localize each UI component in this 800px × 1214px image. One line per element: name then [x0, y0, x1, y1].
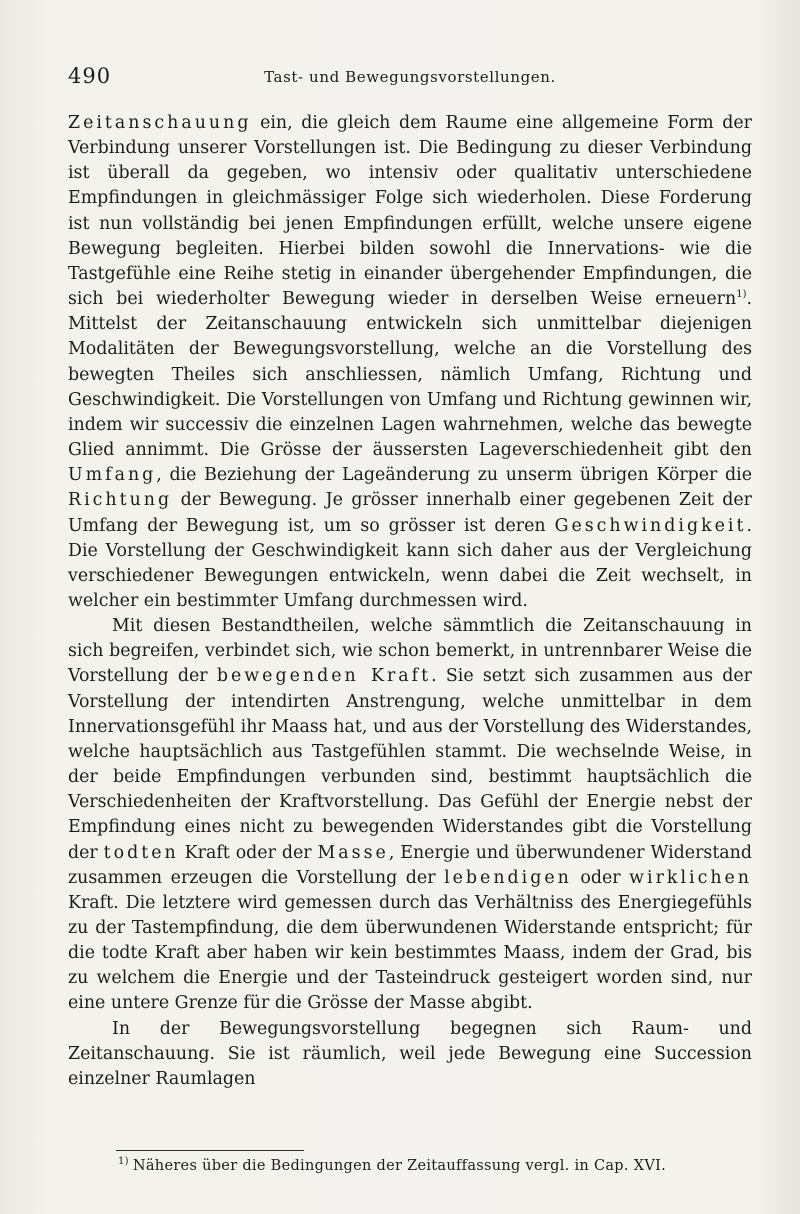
footnote-reference[interactable]: 1): [736, 289, 747, 301]
running-title: Tast- und Bewegungsvorstellungen.: [264, 68, 556, 86]
text-run: . Mittelst der Zeitanschauung entwickeln sich unmittelbar diejenigen Modalitäten der Bewegungsvorstellung, welche an die Vorstellung des bewegten Theiles sich anschliessen, nämlich Umfang, Richtung und Geschwindigkeit. Die Vorstellungen von Umfang und Richtung gewinnen wir, indem wir successiv die einzelnen Lagen wahrnehmen, welche das bewegte Glied annimmt. Die Grösse der äussersten Lageverschiedenheit gibt den: [68, 289, 752, 461]
text-run: . Die Vorstellung der Geschwindigkeit kann sich daher aus der Vergleichung verschiedener Bewegungen entwickeln, wenn dabei die Zeit wechselt, in welcher ein bestimmter Umfang durchmessen wird.: [68, 515, 752, 611]
emphasis-geschwindigkeit: Geschwindigkeit: [554, 515, 747, 536]
footnote: [118, 1158, 752, 1174]
text-run: Kraft oder der: [178, 842, 318, 863]
page-header: [68, 64, 752, 94]
paragraph-1: [68, 111, 752, 614]
paragraph-2: [68, 614, 752, 1017]
text-run: Kraft. Die letztere wird gemessen durch das Verhältniss des Energiegefühls zu der Tastempfindung, die dem überwundenen Widerstande entspricht; für die todte Kraft aber haben wir kein bestimmtes Maass, indem der Grad, bis zu welchem die Energie und der Tasteindruck gesteigert worden sind, nur eine untere Grenze für die Grösse der Masse abgibt.: [68, 892, 752, 1014]
text-run: oder: [571, 867, 630, 888]
page-number: 490: [68, 64, 112, 88]
emphasis-lebendigen: lebendigen: [444, 867, 572, 888]
emphasis-richtung: Richtung: [68, 490, 173, 511]
text-run: In der Bewegungsvorstellung begegnen sich Raum- und Zeitanschauung. Sie ist räumlich, weil jede Bewegung eine Succession einzelner Raumlagen: [68, 1018, 752, 1089]
emphasis-wirklichen: wirklichen: [629, 867, 753, 888]
text-run: , Energie und überwundener Widerstand zusammen erzeugen die Vorstellung der: [68, 842, 753, 888]
emphasis-bewegenden-kraft: bewegenden Kraft: [216, 666, 432, 687]
text-run: Mit diesen Bestandtheilen, welche sämmtlich die Zeitanschauung in sich begreifen, verbindet sich, wie schon bemerkt, in untrennbarer Weise die Vorstellung der: [68, 616, 752, 687]
text-run: ein, die gleich dem Raume eine allgemeine Form der Verbindung unserer Vorstellungen ist. Die Bedingung zu dieser Verbindung ist überall da gegeben, wo intensiv oder qualitativ unterschiedene Empfindungen in gleichmässiger Folge sich wiederholen. Diese Forderung ist nun vollständig bei jenen Empfindungen erfüllt, welche unsere eigene Bewegung begleiten. Hierbei bilden sowohl die Innervations- wie die Tastgefühle eine Reihe stetig in einander übergehender Empfindungen, die sich bei wiederholter Bewegung wieder in derselben Weise erneuern: [68, 113, 752, 310]
text-run: der Bewegung. Je grösser innerhalb einer gegebenen Zeit der Umfang der Bewegung ist, um so grösser ist deren: [68, 490, 752, 536]
text-run: , die Beziehung der Lageänderung zu unserm übrigen Körper die: [156, 465, 752, 486]
emphasis-todten: todten: [103, 842, 179, 863]
paragraph-3: [68, 1017, 752, 1092]
text-run: . Sie setzt sich zusammen aus der Vorstellung der intendirten Anstrengung, welche unmittelbar in dem Innervationsgefühl ihr Maass hat, und aus der Vorstellung des Widerstandes, welche hauptsächlich aus Tastgefühlen stammt. Die wechselnde Weise, in der beide Empfindungen verbunden sind, bestimmt hauptsächlich die Verschiedenheiten der Kraftvorstellung. Das Gefühl der Energie nebst der Empfindung eines nicht zu bewegenden Widerstandes gibt die Vorstellung der: [68, 666, 753, 863]
footnote-text: Näheres über die Bedingungen der Zeitauffassung vergl. in Cap. XVI.: [132, 1158, 667, 1174]
emphasis-zeitanschauung: Zeitanschauung: [68, 113, 252, 133]
footnote-divider: [116, 1150, 304, 1151]
body-text: [68, 111, 752, 1092]
footnote-mark: 1): [118, 1156, 129, 1168]
emphasis-masse: Masse: [317, 842, 389, 863]
emphasis-umfang: Umfang: [68, 465, 157, 486]
